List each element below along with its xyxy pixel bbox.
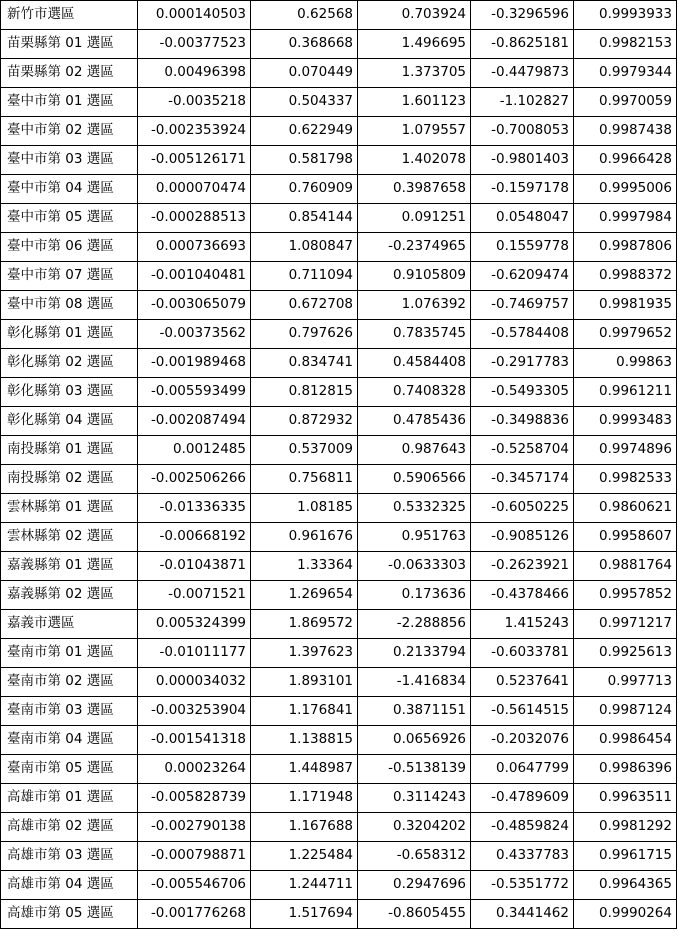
table-row [1, 871, 677, 900]
value-cell-3[interactable]: 1.373705 [358, 59, 471, 88]
value-cell-5[interactable]: 0.9957852 [574, 581, 677, 610]
district-cell[interactable]: 苗栗縣第 01 選區 [1, 30, 138, 59]
district-cell[interactable]: 臺南市第 01 選區 [1, 639, 138, 668]
value-cell-2[interactable]: 0.368668 [251, 30, 358, 59]
value-cell-2[interactable]: 0.581798 [251, 146, 358, 175]
value-cell-4[interactable]: -0.4378466 [471, 581, 574, 610]
value-cell-1[interactable]: -0.000288513 [138, 204, 251, 233]
value-cell-2[interactable]: 0.504337 [251, 88, 358, 117]
value-cell-5[interactable]: 0.9925613 [574, 639, 677, 668]
value-cell-1[interactable]: -0.001989468 [138, 349, 251, 378]
district-cell[interactable]: 高雄市第 01 選區 [1, 784, 138, 813]
value-cell-4[interactable]: -0.6209474 [471, 262, 574, 291]
value-cell-4[interactable]: -0.6033781 [471, 639, 574, 668]
table-row [1, 349, 677, 378]
value-cell-1[interactable]: 0.005324399 [138, 610, 251, 639]
value-cell-1[interactable]: -0.00373562 [138, 320, 251, 349]
value-cell-4[interactable]: -0.8625181 [471, 30, 574, 59]
value-cell-1[interactable]: -0.002087494 [138, 407, 251, 436]
district-cell[interactable]: 彰化縣第 02 選區 [1, 349, 138, 378]
value-cell-4[interactable]: -0.2032076 [471, 726, 574, 755]
value-cell-5[interactable]: 0.9987438 [574, 117, 677, 146]
district-cell[interactable]: 臺南市第 05 選區 [1, 755, 138, 784]
value-cell-3[interactable]: 0.951763 [358, 523, 471, 552]
value-cell-4[interactable]: -0.3498836 [471, 407, 574, 436]
table-body [1, 1, 677, 929]
value-cell-3[interactable]: 0.9105809 [358, 262, 471, 291]
value-cell-3[interactable]: 0.3204202 [358, 813, 471, 842]
district-cell[interactable]: 彰化縣第 03 選區 [1, 378, 138, 407]
value-cell-2[interactable]: 0.872932 [251, 407, 358, 436]
district-cell[interactable]: 雲林縣第 01 選區 [1, 494, 138, 523]
value-cell-2[interactable]: 0.711094 [251, 262, 358, 291]
table-row [1, 291, 677, 320]
value-cell-2[interactable]: 1.138815 [251, 726, 358, 755]
district-cell[interactable]: 彰化縣第 04 選區 [1, 407, 138, 436]
table-row [1, 175, 677, 204]
value-cell-4[interactable]: 0.4337783 [471, 842, 574, 871]
value-cell-3[interactable]: 1.496695 [358, 30, 471, 59]
value-cell-1[interactable]: 0.00496398 [138, 59, 251, 88]
value-cell-2[interactable]: 1.176841 [251, 697, 358, 726]
value-cell-5[interactable]: 0.9961715 [574, 842, 677, 871]
district-cell[interactable]: 彰化縣第 01 選區 [1, 320, 138, 349]
value-cell-2[interactable]: 1.269654 [251, 581, 358, 610]
value-cell-3[interactable]: 0.0656926 [358, 726, 471, 755]
value-cell-2[interactable]: 1.08185 [251, 494, 358, 523]
value-cell-1[interactable]: -0.005126171 [138, 146, 251, 175]
value-cell-4[interactable]: -0.3457174 [471, 465, 574, 494]
value-cell-1[interactable]: -0.001541318 [138, 726, 251, 755]
district-cell[interactable]: 高雄市第 05 選區 [1, 900, 138, 929]
district-cell[interactable]: 臺中市第 05 選區 [1, 204, 138, 233]
table-row [1, 117, 677, 146]
value-cell-1[interactable]: -0.002506266 [138, 465, 251, 494]
value-cell-4[interactable]: 0.1559778 [471, 233, 574, 262]
value-cell-5[interactable]: 0.9988372 [574, 262, 677, 291]
table-row [1, 900, 677, 929]
value-cell-2[interactable]: 1.244711 [251, 871, 358, 900]
value-cell-5[interactable]: 0.9970059 [574, 88, 677, 117]
value-cell-4[interactable]: -0.5614515 [471, 697, 574, 726]
value-cell-4[interactable]: 0.0647799 [471, 755, 574, 784]
value-cell-3[interactable]: -2.288856 [358, 610, 471, 639]
value-cell-5[interactable]: 0.9963511 [574, 784, 677, 813]
value-cell-4[interactable]: -0.5351772 [471, 871, 574, 900]
value-cell-3[interactable]: 0.4584408 [358, 349, 471, 378]
value-cell-2[interactable]: 1.33364 [251, 552, 358, 581]
value-cell-5[interactable]: 0.9971217 [574, 610, 677, 639]
district-cell[interactable]: 高雄市第 02 選區 [1, 813, 138, 842]
district-cell[interactable]: 臺中市第 02 選區 [1, 117, 138, 146]
value-cell-1[interactable]: -0.01043871 [138, 552, 251, 581]
table-row [1, 88, 677, 117]
value-cell-1[interactable]: -0.00668192 [138, 523, 251, 552]
value-cell-1[interactable]: -0.005828739 [138, 784, 251, 813]
value-cell-3[interactable]: 0.3114243 [358, 784, 471, 813]
value-cell-2[interactable]: 0.537009 [251, 436, 358, 465]
value-cell-3[interactable]: 0.4785436 [358, 407, 471, 436]
district-cell[interactable]: 嘉義縣第 02 選區 [1, 581, 138, 610]
value-cell-2[interactable]: 0.622949 [251, 117, 358, 146]
value-cell-4[interactable]: -0.5493305 [471, 378, 574, 407]
table-row [1, 320, 677, 349]
value-cell-1[interactable]: -0.005593499 [138, 378, 251, 407]
value-cell-5[interactable]: 0.9981935 [574, 291, 677, 320]
value-cell-1[interactable]: 0.000034032 [138, 668, 251, 697]
district-cell[interactable]: 臺中市第 04 選區 [1, 175, 138, 204]
value-cell-3[interactable]: 1.601123 [358, 88, 471, 117]
value-cell-5[interactable]: 0.9981292 [574, 813, 677, 842]
value-cell-1[interactable]: -0.003065079 [138, 291, 251, 320]
table-row [1, 436, 677, 465]
value-cell-5[interactable]: 0.9993483 [574, 407, 677, 436]
value-cell-4[interactable]: -0.2623921 [471, 552, 574, 581]
value-cell-3[interactable]: 0.7408328 [358, 378, 471, 407]
value-cell-4[interactable]: -0.7469757 [471, 291, 574, 320]
table-row [1, 552, 677, 581]
value-cell-4[interactable]: -0.4479873 [471, 59, 574, 88]
value-cell-1[interactable]: 0.000736693 [138, 233, 251, 262]
value-cell-3[interactable]: 1.402078 [358, 146, 471, 175]
table-row [1, 233, 677, 262]
table-row [1, 697, 677, 726]
value-cell-5[interactable]: 0.9966428 [574, 146, 677, 175]
value-cell-3[interactable]: 0.091251 [358, 204, 471, 233]
table-row [1, 610, 677, 639]
district-cell[interactable]: 苗栗縣第 02 選區 [1, 59, 138, 88]
value-cell-5[interactable]: 0.9979652 [574, 320, 677, 349]
value-cell-3[interactable]: -0.2374965 [358, 233, 471, 262]
value-cell-1[interactable]: -0.005546706 [138, 871, 251, 900]
value-cell-4[interactable]: -0.2917783 [471, 349, 574, 378]
district-cell[interactable]: 嘉義市選區 [1, 610, 138, 639]
value-cell-4[interactable]: -0.5258704 [471, 436, 574, 465]
value-cell-2[interactable]: 1.171948 [251, 784, 358, 813]
district-cell[interactable]: 嘉義縣第 01 選區 [1, 552, 138, 581]
table-row [1, 30, 677, 59]
value-cell-5[interactable]: 0.9997984 [574, 204, 677, 233]
district-cell[interactable]: 南投縣第 02 選區 [1, 465, 138, 494]
value-cell-2[interactable]: 0.62568 [251, 1, 358, 30]
district-cell[interactable]: 臺中市第 08 選區 [1, 291, 138, 320]
value-cell-1[interactable]: 0.000140503 [138, 1, 251, 30]
value-cell-5[interactable]: 0.9986454 [574, 726, 677, 755]
value-cell-4[interactable]: 0.0548047 [471, 204, 574, 233]
district-cell[interactable]: 臺中市第 03 選區 [1, 146, 138, 175]
value-cell-5[interactable]: 0.9995006 [574, 175, 677, 204]
value-cell-2[interactable]: 0.797626 [251, 320, 358, 349]
table-row [1, 813, 677, 842]
value-cell-1[interactable]: -0.002790138 [138, 813, 251, 842]
value-cell-1[interactable]: -0.003253904 [138, 697, 251, 726]
value-cell-1[interactable]: -0.01011177 [138, 639, 251, 668]
value-cell-2[interactable]: 1.225484 [251, 842, 358, 871]
value-cell-2[interactable]: 1.448987 [251, 755, 358, 784]
value-cell-2[interactable]: 1.167688 [251, 813, 358, 842]
value-cell-3[interactable]: 0.2947696 [358, 871, 471, 900]
table-row [1, 523, 677, 552]
district-cell[interactable]: 新竹市選區 [1, 1, 138, 30]
value-cell-5[interactable]: 0.9979344 [574, 59, 677, 88]
table-row [1, 639, 677, 668]
value-cell-2[interactable]: 0.961676 [251, 523, 358, 552]
value-cell-5[interactable]: 0.9987124 [574, 697, 677, 726]
value-cell-5[interactable]: 0.9993933 [574, 1, 677, 30]
value-cell-2[interactable]: 1.517694 [251, 900, 358, 929]
value-cell-5[interactable]: 0.9860621 [574, 494, 677, 523]
value-cell-3[interactable]: 0.5332325 [358, 494, 471, 523]
value-cell-3[interactable]: 0.5906566 [358, 465, 471, 494]
table-row [1, 668, 677, 697]
value-cell-5[interactable]: 0.9982533 [574, 465, 677, 494]
value-cell-4[interactable]: -0.4789609 [471, 784, 574, 813]
table-row [1, 204, 677, 233]
value-cell-1[interactable]: -0.00377523 [138, 30, 251, 59]
value-cell-1[interactable]: -0.01336335 [138, 494, 251, 523]
district-cell[interactable]: 臺中市第 07 選區 [1, 262, 138, 291]
value-cell-5[interactable]: 0.9986396 [574, 755, 677, 784]
value-cell-4[interactable]: -1.102827 [471, 88, 574, 117]
table-row [1, 465, 677, 494]
value-cell-4[interactable]: -0.5784408 [471, 320, 574, 349]
value-cell-2[interactable]: 0.812815 [251, 378, 358, 407]
value-cell-4[interactable]: -0.1597178 [471, 175, 574, 204]
district-cell[interactable]: 臺南市第 04 選區 [1, 726, 138, 755]
value-cell-1[interactable]: 0.00023264 [138, 755, 251, 784]
value-cell-2[interactable]: 1.080847 [251, 233, 358, 262]
value-cell-2[interactable]: 0.070449 [251, 59, 358, 88]
value-cell-4[interactable]: -0.9801403 [471, 146, 574, 175]
table-row [1, 755, 677, 784]
value-cell-2[interactable]: 1.397623 [251, 639, 358, 668]
district-cell[interactable]: 高雄市第 03 選區 [1, 842, 138, 871]
value-cell-1[interactable]: 0.000070474 [138, 175, 251, 204]
table-row [1, 784, 677, 813]
district-cell[interactable]: 南投縣第 01 選區 [1, 436, 138, 465]
value-cell-5[interactable]: 0.9987806 [574, 233, 677, 262]
value-cell-3[interactable]: -1.416834 [358, 668, 471, 697]
value-cell-5[interactable]: 0.9974896 [574, 436, 677, 465]
district-cell[interactable]: 臺南市第 02 選區 [1, 668, 138, 697]
value-cell-1[interactable]: -0.001776268 [138, 900, 251, 929]
value-cell-1[interactable]: -0.0071521 [138, 581, 251, 610]
value-cell-4[interactable]: 1.415243 [471, 610, 574, 639]
value-cell-3[interactable]: 1.076392 [358, 291, 471, 320]
value-cell-2[interactable]: 0.834741 [251, 349, 358, 378]
value-cell-3[interactable]: 1.079557 [358, 117, 471, 146]
table-row [1, 1, 677, 30]
value-cell-3[interactable]: 0.2133794 [358, 639, 471, 668]
district-cell[interactable]: 高雄市第 04 選區 [1, 871, 138, 900]
value-cell-4[interactable]: 0.3441462 [471, 900, 574, 929]
value-cell-2[interactable]: 1.869572 [251, 610, 358, 639]
district-cell[interactable]: 臺中市第 01 選區 [1, 88, 138, 117]
value-cell-2[interactable]: 1.893101 [251, 668, 358, 697]
value-cell-2[interactable]: 0.756811 [251, 465, 358, 494]
table-row [1, 494, 677, 523]
value-cell-1[interactable]: -0.0035218 [138, 88, 251, 117]
value-cell-1[interactable]: -0.000798871 [138, 842, 251, 871]
value-cell-4[interactable]: -0.6050225 [471, 494, 574, 523]
value-cell-2[interactable]: 0.672708 [251, 291, 358, 320]
value-cell-4[interactable]: -0.7008053 [471, 117, 574, 146]
value-cell-3[interactable]: 0.987643 [358, 436, 471, 465]
value-cell-4[interactable]: 0.5237641 [471, 668, 574, 697]
table-row [1, 842, 677, 871]
value-cell-4[interactable]: -0.9085126 [471, 523, 574, 552]
value-cell-3[interactable]: 0.3987658 [358, 175, 471, 204]
value-cell-3[interactable]: -0.0633303 [358, 552, 471, 581]
value-cell-5[interactable]: 0.9964365 [574, 871, 677, 900]
value-cell-2[interactable]: 0.760909 [251, 175, 358, 204]
value-cell-5[interactable]: 0.997713 [574, 668, 677, 697]
value-cell-5[interactable]: 0.9958607 [574, 523, 677, 552]
table-row [1, 407, 677, 436]
value-cell-1[interactable]: -0.001040481 [138, 262, 251, 291]
value-cell-5[interactable]: 0.99863 [574, 349, 677, 378]
value-cell-1[interactable]: -0.002353924 [138, 117, 251, 146]
value-cell-5[interactable]: 0.9881764 [574, 552, 677, 581]
value-cell-4[interactable]: -0.4859824 [471, 813, 574, 842]
table-row [1, 726, 677, 755]
table-row [1, 581, 677, 610]
district-cell[interactable]: 雲林縣第 02 選區 [1, 523, 138, 552]
value-cell-2[interactable]: 0.854144 [251, 204, 358, 233]
value-cell-1[interactable]: 0.0012485 [138, 436, 251, 465]
value-cell-3[interactable]: 0.703924 [358, 1, 471, 30]
value-cell-3[interactable]: -0.658312 [358, 842, 471, 871]
value-cell-3[interactable]: 0.7835745 [358, 320, 471, 349]
district-cell[interactable]: 臺南市第 03 選區 [1, 697, 138, 726]
table-row [1, 59, 677, 88]
table-row [1, 146, 677, 175]
table-row [1, 262, 677, 291]
value-cell-3[interactable]: 0.3871151 [358, 697, 471, 726]
value-cell-4[interactable]: -0.3296596 [471, 1, 574, 30]
value-cell-5[interactable]: 0.9982153 [574, 30, 677, 59]
value-cell-3[interactable]: 0.173636 [358, 581, 471, 610]
district-cell[interactable]: 臺中市第 06 選區 [1, 233, 138, 262]
table-row [1, 378, 677, 407]
value-cell-5[interactable]: 0.9990264 [574, 900, 677, 929]
value-cell-3[interactable]: -0.8605455 [358, 900, 471, 929]
value-cell-5[interactable]: 0.9961211 [574, 378, 677, 407]
value-cell-3[interactable]: -0.5138139 [358, 755, 471, 784]
